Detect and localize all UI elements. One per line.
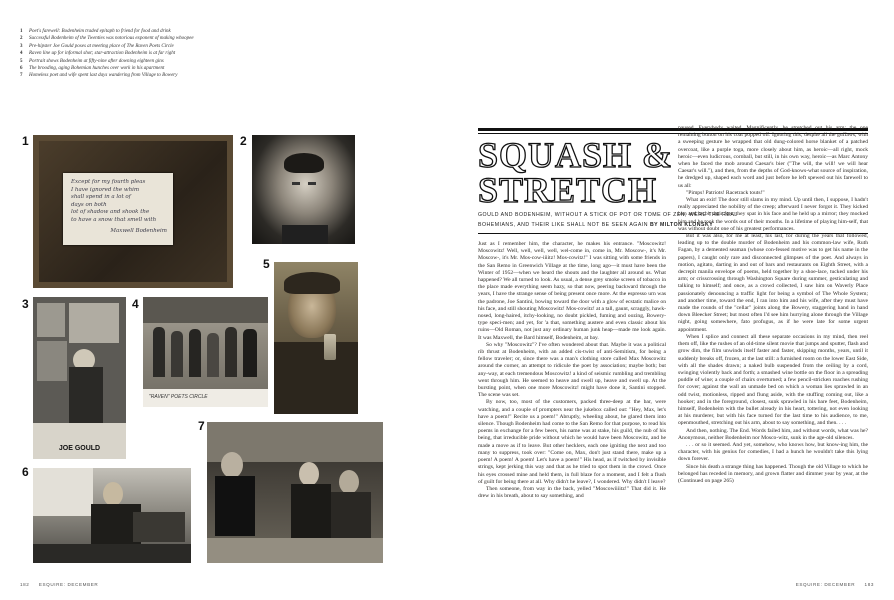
- photo-portrait-aged: [274, 262, 358, 414]
- photo4-caption: "RAVEN" POETS CIRCLE: [149, 394, 208, 400]
- paragraph: paused. Everybody waited. Magnificently, he stretched out his arm; the one remaining button on his coat popped off. Ignoring this, despite all the guffaws, with a sweeping gesture he wrapped that old dung-colored horse blanket of a patched overcoat, like a purple toga, more closely about him, as heroic—all right, mock heroic—even ludicrous, cornball, but still, in his own way, heroic—as Marc Antony when he faced the mob around Caesar's bier ("The will, the will! we will hear Caesar's will."), and then, from the depths of God-knows-what source of inspiration, he dredged up, shaped each word and just before he left spewed out his farewell to us all:: [678, 125, 868, 189]
- caption-item: 2 Successful Bodenheim of the Twenties was notorious exponent of making whoopee: [20, 36, 194, 42]
- photo-number-2: 2: [240, 134, 247, 148]
- photo-number-7: 7: [198, 419, 205, 433]
- photo-number-5: 5: [263, 257, 270, 271]
- article-title: [478, 135, 674, 210]
- poster-label: JOE GOULD: [58, 445, 101, 452]
- photo-poet-and-wife: [207, 422, 383, 563]
- paragraph: Then someone, from way in the back, yelled "Moscowiiiitz!" That did it. He drew in his breath, about to say something, and: [478, 485, 666, 500]
- epitaph-note: [63, 173, 173, 245]
- paragraph: And then, nothing. The End. Words failed him, and without words, what was he? Anonymous, neither Bodenheim nor Mosco-witz, sunk in the age-old silences.: [678, 427, 868, 441]
- note-line: shall spend in a lot of: [71, 194, 131, 200]
- note-line: Except for my fourth pleas: [71, 179, 146, 185]
- photo-number-1: 1: [22, 134, 29, 148]
- photo-joe-gould: [33, 297, 126, 459]
- article-column-1: [478, 241, 666, 576]
- photo-framed-epitaph: [33, 135, 233, 288]
- photo-number-3: 3: [22, 297, 29, 311]
- article-column-2: [678, 125, 868, 577]
- paragraph: So why "Moscowitz"? I've often wondered about that. Maybe it was a political rib thrust at Bodenheim, with an added cis-twist of anti-Semitism, for being a fellow traveler; or, since there was a man's clothing store called Max Moscowitz around the corner, an attempt to ridicule the poet by association; maybe both; but any-way, at each tremendous Moscowitz! a kind of seismic rumbling and trembling went through him. He seemed to heave and swell up, heave and swell up. At the bursting point, when one more Moscowitz! might have done it, Santini stopped. The scene was set.: [478, 341, 666, 399]
- photo-captions: [20, 28, 320, 80]
- byline: BY MILTON KLONSKY: [649, 222, 714, 228]
- folio-left: 182 ESQUIRE: DECEMBER: [20, 582, 99, 587]
- photo-portrait-young: [252, 135, 355, 244]
- caption-item: 6 The brooding, aging Bohemian hunches over work in his apartment: [20, 66, 165, 72]
- caption-item: 5 Portrait shows Bodenheim at fifty-nine after downing eighteen gins: [20, 58, 164, 64]
- photo-apartment: [33, 468, 191, 563]
- paragraph: But it was also, for me at least, his last, for during the years that followed, leading up to the double murder of Bodenheim and his common-law wife, Ruth Fagan, by a demented seaman (whose con-fessed motive was to get his name in the papers), I caught only rare and disconnected glimpses of the poet. And always in motion, agitato, darting in and out of bars and restaurants on Eighth Street, with a decrepit manila envelope of poems, held together by a shoe-lace, tucked under his arm; or crisscrossing through Washington Square during summer, gesticulating and talking to himself; and once, as a crowd collected, I saw him on Waverly Place passionately denouncing a traffic light for being a symbol of The Whole System; and another time, toward the end, I ran into him and his wife, after they must have made the rounds of the "cellar" joints along the Bowery, staggering hand in hand down Bleecker Street; but most often I'd see him hurrying alone through the Village night, going somewhere, fato profugus, as if he were late for some urgent appointment.: [678, 233, 868, 333]
- paragraph: When I splice and connect all these separate occasions in my mind, then reel them off, like the rushes of an old-time silent movie that jumps and sputter, flash and grow dim, the film unwinds itself faster and faster, skipping months, years, until it suddenly breaks off, frozen, at the last still: a furnished room on the lower East Side, with all the shades drawn; a naked bulb suspended from the ceiling by a cord, swinging violently back and forth; a smashed wine bottle on the floor in a spreading puddle of wine; a couple of chairs overturned; a few pencil-stricken roaches rushing for cover; against the wall an unmade bed on which a woman lies sprawled in an odd twist, motionless, ripped and flung aside, with the stuffing coming out, like a hooker; and in the foreground, closest, sunk sprawled in his bare feet, Bodenheim, himself, Bodenheim with the bullet already in his heart, tottering, not even looking at his murderer, but with his face turned for the last time to his audience, to me, openmouthed, stretching out his arm, about to say something, and then. . . .: [678, 333, 868, 427]
- paragraph: Just as I remember him, the character, he makes his entrance. "Moscowitz! Moscowitz! Well, well, well, well, wel-come in, come in, Mr. Moscow-, it's Mr. Moscow-, it's Mr. Mos-cow-iiiitz! Mos-cowitz!" I was sitting with some friends in the San Remo in Greenwich Village at the time, long ago—it must have been the Winter of 1952—when we heard the shouts and the laughter all around us. What happened? We all turned to look. As usual, a dense grey smoke screen of tobacco in the place made everything seem hazy, so that now, peering backward through the years, I have the strange sense of being present once more. At the espresso urn was the padrone, Joe Santini, bowing toward the door with a glow of ecstatic malice on his face, and still shouting Moscowitz! Mos-cowitz! at a tall, gaunt, scraggly, hawk-nosed, long-haired, itchy-looking, no doubt pickled, fuming and oozing, Bowery-type speci-men; and yet, for 'a that, something austere and even classic about his ruins—Old Roman, not just any ordinary human junk heap—made me look again. It was Maxwell, the Bard himself, Bodenheim, at bay.: [478, 241, 666, 341]
- paragraph: "Pimps! Patriots! Racetrack touts!": [686, 189, 765, 196]
- title-line-2: STRETCH: [478, 170, 658, 210]
- paragraph: Since his death a strange thing has happened. Though the old Village to which he belonged has receded in memory, and grown flatter and dimmer year by year, at the (Continued on page 265): [678, 463, 868, 484]
- title-line-1: SQUASH &: [478, 135, 674, 175]
- note-line: days on both: [71, 201, 107, 208]
- caption-item: 7 Homeless poet and wife spent last days wandering from Village to Bowery: [20, 73, 178, 79]
- note-line: to have a snow that smell with: [71, 216, 157, 223]
- note-line: I have ignored the whim: [71, 186, 140, 193]
- dek-line-1: GOULD AND BODENHEIM, WITHOUT A STICK OF POT OR TOME OF ZEN, WERE THE REAL: [478, 212, 738, 218]
- photo-raven-poets: [143, 297, 268, 407]
- paragraph: By now, too, most of the customers, packed three-deep at the bar, were watching, and a couple of prompters near the jukebox called out: "Hey, Max, let's have a poem!" Recite us a poem!" Abruptly, wheeling about, he glared them into silence. Though Bodenheim had come to the San Remo for that purpose, to read his poems in exchange for a few beers, his name was at stake, his guild, the nub of his being, that irreducible pride without which he would have been Moscowitz, and he made a move as if to leave. But other hecklers, each one igniting the next and too many to suppress, took over: "Come on, Max, don't just stand there, make up a poem! A poem! A poem! Let's have a poem!" His head, as if twitched by invisible strings, kept jerking this way and that as he tried to spot them in the crowd. Once his eyes crossed mine and held them, in full blaze for a moment, and I felt a flush of guilt for being there at all. Why didn't he leave?, I wondered. Why didn't I leave?: [478, 399, 666, 485]
- paragraph: What an exit! The door still slams in my mind. Up until then, I suppose, I hadn't really appreciated the nobility of the creep; afterward I never forgot it. They kicked him and he bit their feet; they spat in his face and he held up a mirror; they mocked him and he took the words out of their mouths. In a lifetime of playing him-self, that was without doubt one of his greatest performances.: [678, 197, 868, 232]
- caption-item: 1 Poet's farewell: Bodenheim traded epitaph to friend for food and drink: [20, 29, 171, 34]
- paragraph: . . . or so it seemed. And yet, somehow, who knows how, but know-ing him, the character, with his genius for comedies, I had a hunch he wouldn't take this lying down forever.: [678, 441, 868, 463]
- photo-number-4: 4: [132, 297, 139, 311]
- folio-right: ESQUIRE: DECEMBER 183: [795, 582, 874, 587]
- caption-item: 4 Raven line up for informal shot; star-attraction Bodenheim is at far right: [20, 51, 176, 57]
- dek-line-2: BOHEMIANS, AND THEIR LIKE SHALL NOT BE SEEN AGAIN: [478, 222, 648, 228]
- photo-number-6: 6: [22, 465, 29, 479]
- note-signature: Maxwell Bodenheim: [110, 228, 167, 234]
- joe-gould-poster: [33, 423, 126, 459]
- caption-item: 3 Pre-hipster Joe Gould poses at meeting place of The Raven Poets Circle: [20, 43, 174, 49]
- note-line: lot of shadow and shook the: [71, 209, 150, 215]
